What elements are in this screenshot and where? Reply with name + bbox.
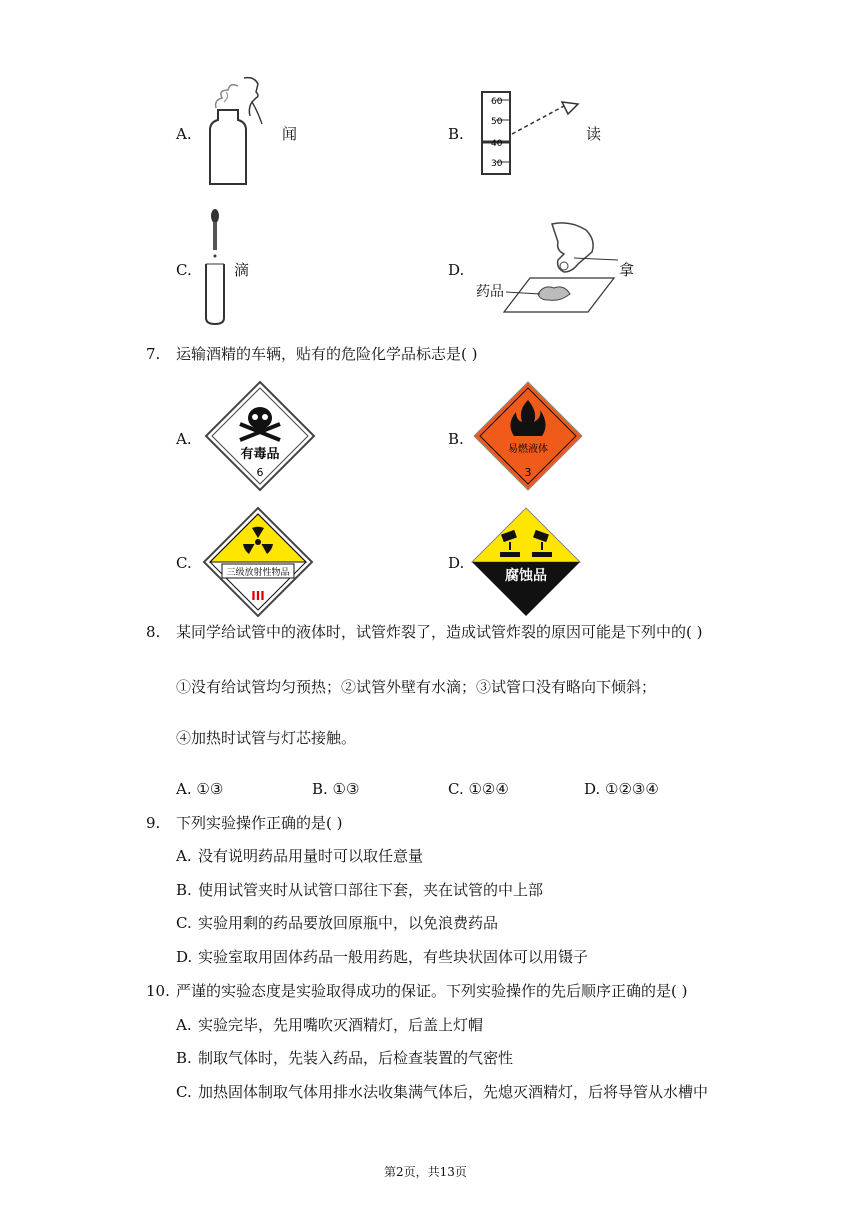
graduated-cylinder-reading-icon xyxy=(472,90,582,176)
q9-option-c-text: 实验用剩的药品要放回原瓶中，以免浪费药品 xyxy=(198,914,499,932)
q9-option-a-letter: A. xyxy=(176,847,192,865)
sign-a-text: 有毒品 xyxy=(240,447,280,462)
q6-option-a-label: 闻 xyxy=(282,125,298,143)
q10-option-b-letter: B. xyxy=(176,1049,192,1067)
q7-stem: 运输酒精的车辆，贴有的危险化学品标志是( ) xyxy=(176,345,478,363)
radioactive-sign xyxy=(202,506,314,618)
q9-option-d-letter: D. xyxy=(176,948,193,966)
page-footer: 第2页，共13页 xyxy=(384,1165,467,1179)
q10-option-a-letter: A. xyxy=(176,1016,192,1034)
q7-number: 7. xyxy=(146,345,161,363)
q6-option-b-letter: B. xyxy=(448,125,464,143)
q9-option-b-text: 使用试管夹时从试管口部往下套，夹在试管的中上部 xyxy=(198,881,544,899)
q8-stem: 某同学给试管中的液体时，试管炸裂了，造成试管炸裂的原因可能是下列中的( ) xyxy=(176,623,703,641)
q8-choice-b: B. ①③ xyxy=(312,780,360,798)
q10-option-b-text: 制取气体时，先装入药品，后检查装置的气密性 xyxy=(198,1049,514,1067)
sign-a-num: 6 xyxy=(256,466,264,479)
q7-option-c-letter: C. xyxy=(176,554,192,572)
sign-c-text: 三级放射性物品 xyxy=(226,568,290,578)
q8-statement-line2: ④加热时试管与灯芯接触。 xyxy=(176,729,357,747)
q7-option-b-letter: B. xyxy=(448,430,464,448)
q10-stem: 严谨的实验态度是实验取得成功的保证。下列实验操作的先后顺序正确的是( ) xyxy=(176,982,688,1000)
q9-option-c-letter: C. xyxy=(176,914,192,932)
smell-gas-jar-icon xyxy=(200,72,270,190)
q6-option-b-label: 读 xyxy=(586,125,602,143)
tick-60: 60 xyxy=(491,97,503,107)
q9-stem: 下列实验操作正确的是( ) xyxy=(176,814,343,832)
q6-option-a-letter: A. xyxy=(176,125,192,143)
q10-option-c-text: 加热固体制取气体用排水法收集满气体后，先熄灭酒精灯，后将导管从水槽中 xyxy=(198,1083,709,1101)
hand-holding-chemical-icon xyxy=(474,220,624,320)
skull-icon xyxy=(248,407,272,429)
q8-choice-d: D. ①②③④ xyxy=(584,780,659,798)
sign-c-num: III xyxy=(251,589,265,603)
tick-50: 50 xyxy=(491,117,503,127)
q9-option-d-text: 实验室取用固体药品一般用药匙，有些块状固体可以用镊子 xyxy=(198,948,589,966)
toxic-hazard-sign xyxy=(204,380,316,492)
flammable-liquid-sign xyxy=(472,380,584,492)
q10-option-a-text: 实验完毕，先用嘴吹灭酒精灯，后盖上灯帽 xyxy=(198,1016,484,1034)
tick-30: 30 xyxy=(491,159,503,169)
q8-choice-c: C. ①②④ xyxy=(448,780,509,798)
q10-number: 10. xyxy=(146,982,170,1000)
q8-choice-a: A. ①③ xyxy=(176,780,224,798)
dropper-test-tube-icon xyxy=(200,208,230,326)
q9-option-b-letter: B. xyxy=(176,881,192,899)
q9-number: 9. xyxy=(146,814,161,832)
q7-option-d-letter: D. xyxy=(448,554,465,572)
q10-option-c-letter: C. xyxy=(176,1083,192,1101)
q7-option-a-letter: A. xyxy=(176,430,192,448)
corrosive-sign xyxy=(470,506,582,618)
tick-40: 40 xyxy=(491,139,503,149)
q6-option-c-label: 滴 xyxy=(234,261,250,279)
q8-statement-line1: ①没有给试管均匀预热；②试管外壁有水滴；③试管口没有略向下倾斜； xyxy=(176,678,657,696)
q6-option-c-letter: C. xyxy=(176,261,192,279)
q6-option-d-label: 拿 xyxy=(619,261,635,279)
sign-b-text: 易燃液体 xyxy=(508,444,548,455)
q8-number: 8. xyxy=(146,623,161,641)
sign-b-num: 3 xyxy=(524,466,532,479)
sign-d-text: 腐蚀品 xyxy=(505,568,547,584)
drug-label: 药品 xyxy=(476,284,504,300)
q9-option-a-text: 没有说明药品用量时可以取任意量 xyxy=(198,847,424,865)
q6-option-d-letter: D. xyxy=(448,261,465,279)
